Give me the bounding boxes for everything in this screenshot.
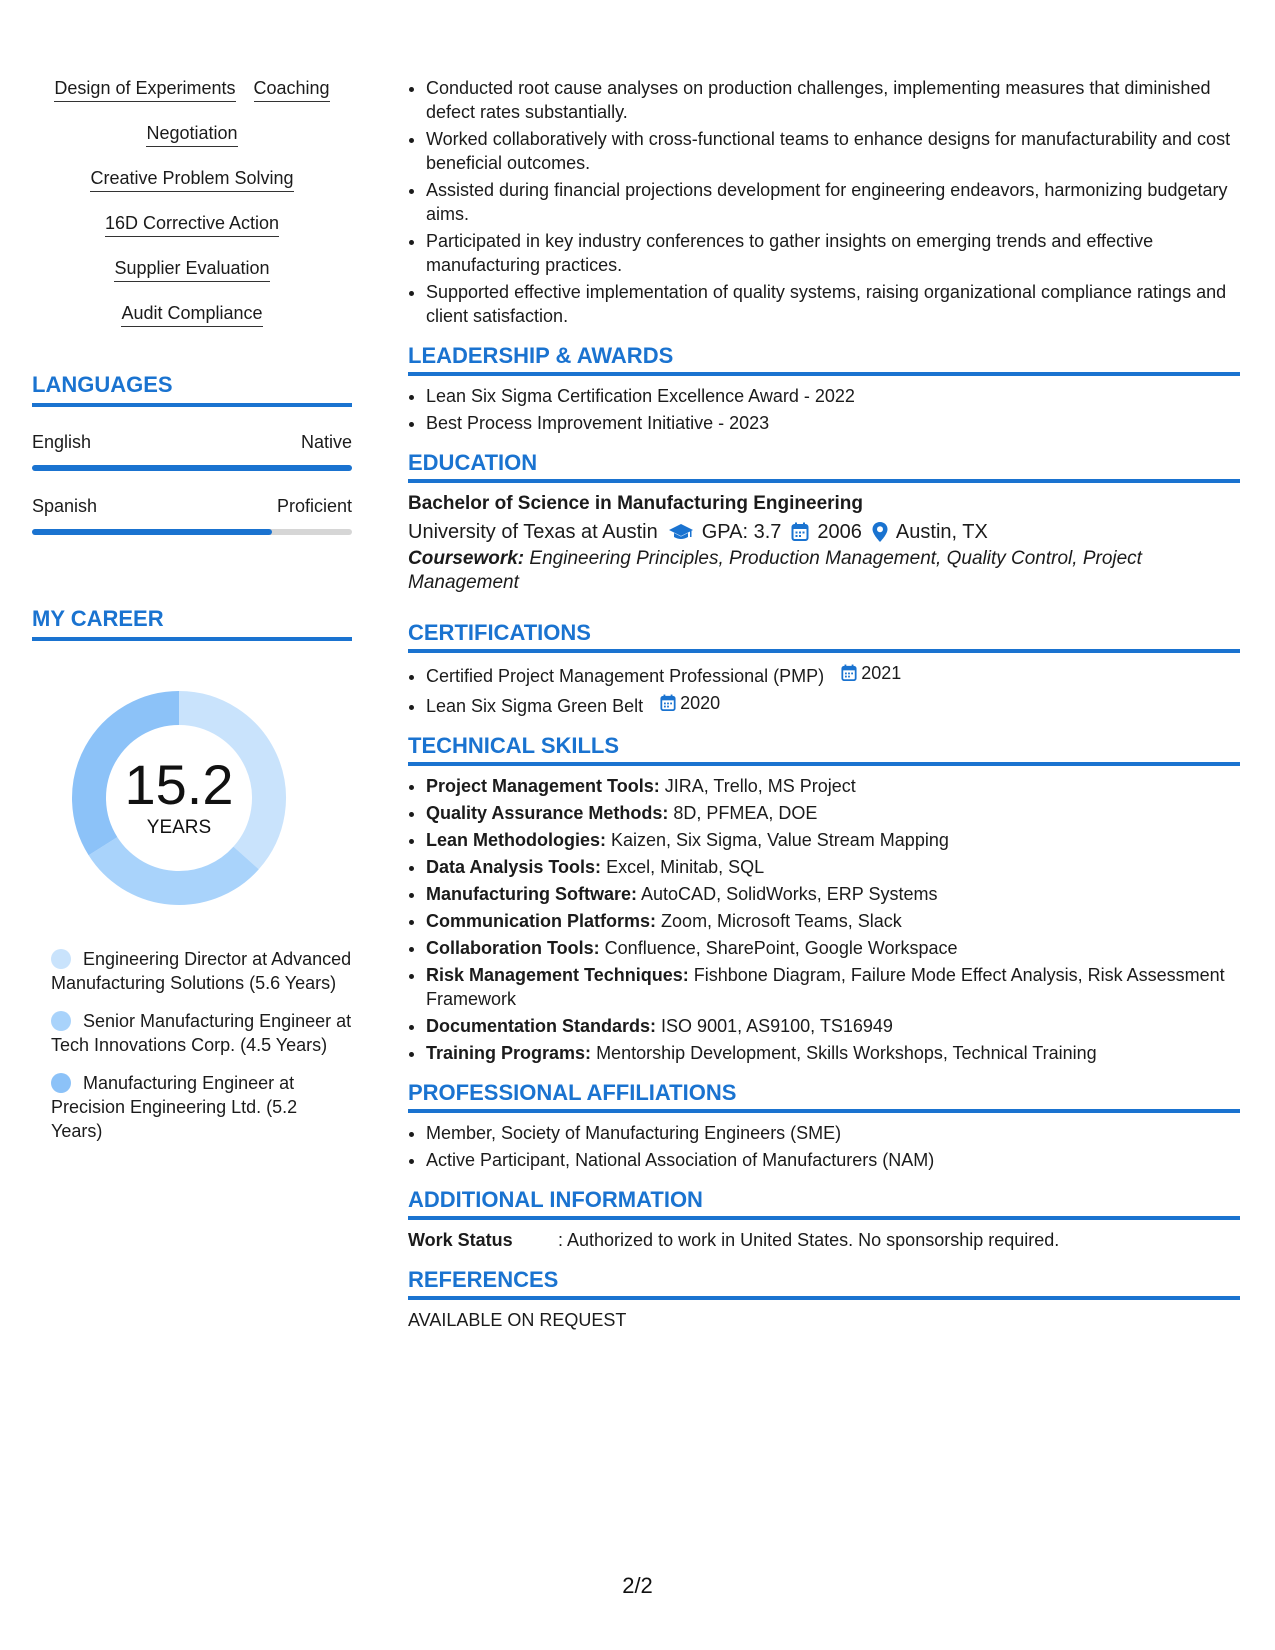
- technical-skill-value: ISO 9001, AS9100, TS16949: [661, 1016, 893, 1036]
- technical-skill-label: Training Programs:: [426, 1043, 592, 1063]
- affiliation-item: • Active Participant, National Association of Manufacturers (NAM): [426, 1148, 1240, 1172]
- education-coursework: [408, 547, 1240, 595]
- certifications-list: [408, 661, 1240, 718]
- coursework-text: Engineering Principles, Production Management, Quality Control, Project Management: [408, 548, 1142, 593]
- career-item: [32, 1071, 352, 1143]
- skill-row: [32, 211, 352, 237]
- technical-skill-label: Manufacturing Software:: [426, 884, 638, 904]
- language-bar: [32, 529, 352, 535]
- career-item-text: Senior Manufacturing Engineer at Tech Innovations Corp. (4.5 Years): [51, 1011, 352, 1055]
- work-status-value: : Authorized to work in United States. No sponsorship required.: [558, 1230, 1060, 1250]
- certification-item: [426, 661, 1240, 688]
- technical-skill-label: Communication Platforms:: [426, 911, 657, 931]
- technical-skill-item: [426, 936, 1240, 960]
- calendar-icon: [660, 694, 676, 712]
- languages-heading: LANGUAGES: [32, 371, 352, 407]
- references-text: AVAILABLE ON REQUEST: [408, 1310, 627, 1330]
- skill-row: [32, 121, 352, 147]
- skill-row: [32, 301, 352, 327]
- technical-skill-item: [426, 882, 1240, 906]
- technical-skill-value: Zoom, Microsoft Teams, Slack: [661, 911, 902, 931]
- technical-skill-item: [426, 801, 1240, 825]
- education-location: Austin, TX: [895, 521, 988, 543]
- career-legend: [32, 947, 352, 1143]
- education-details: [408, 517, 1240, 547]
- career-item-text: Manufacturing Engineer at Precision Engineering Ltd. (5.2 Years): [51, 1073, 298, 1141]
- education-heading: EDUCATION: [408, 449, 1240, 483]
- skill-tag: 16D Corrective Action: [105, 211, 279, 237]
- language-item: [32, 495, 352, 535]
- career-item: [32, 1009, 352, 1057]
- language-name: English: [32, 432, 92, 452]
- languages-section: [32, 371, 352, 535]
- career-section: [32, 605, 352, 1143]
- experience-bullets: [408, 76, 1240, 328]
- certifications-heading: CERTIFICATIONS: [408, 619, 1240, 653]
- technical-skills-list: [408, 774, 1240, 1065]
- technical-skill-value: Excel, Minitab, SQL: [606, 857, 765, 877]
- language-item: [32, 431, 352, 471]
- references-heading: REFERENCES: [408, 1266, 1240, 1300]
- technical-skill-label: Quality Assurance Methods:: [426, 803, 669, 823]
- career-unit: YEARS: [146, 817, 212, 838]
- certification-year: 2021: [861, 663, 902, 683]
- leadership-item: • Best Process Improvement Initiative - 2023: [426, 411, 1240, 435]
- technical-skill-item: [426, 774, 1240, 798]
- technical-skill-label: Risk Management Techniques:: [426, 965, 689, 985]
- skill-tag: Negotiation: [146, 121, 237, 147]
- experience-bullet: • Conducted root cause analyses on production challenges, implementing measures that diminished defect rates substantially.: [426, 76, 1240, 124]
- language-bar: [32, 465, 352, 471]
- certification-name: Certified Project Management Professional (PMP): [426, 666, 825, 686]
- coursework-label: Coursework:: [408, 548, 525, 569]
- affiliations-list: [408, 1121, 1240, 1172]
- education-degree: Bachelor of Science in Manufacturing Engineering: [408, 493, 864, 514]
- language-row: [32, 431, 352, 453]
- career-item: [32, 947, 352, 995]
- skill-tag: Coaching: [254, 76, 330, 102]
- sidebar: [32, 76, 352, 1157]
- certification-year: 2020: [680, 693, 721, 713]
- career-item-text: Engineering Director at Advanced Manufacturing Solutions (5.6 Years): [51, 949, 352, 993]
- technical-skill-value: JIRA, Trello, MS Project: [664, 776, 856, 796]
- work-status-row: [408, 1228, 1240, 1252]
- technical-skill-item: [426, 1014, 1240, 1038]
- additional-info-heading: ADDITIONAL INFORMATION: [408, 1186, 1240, 1220]
- education-gpa: GPA: 3.7: [701, 521, 782, 543]
- certification-name: Lean Six Sigma Green Belt: [426, 696, 644, 716]
- technical-skill-label: Collaboration Tools:: [426, 938, 600, 958]
- main-column: [408, 76, 1240, 1332]
- certification-date: [648, 691, 720, 715]
- work-status-label: Work Status: [408, 1230, 513, 1250]
- experience-bullet: • Supported effective implementation of quality systems, raising organizational compliance ratings and client satisfaction.: [426, 280, 1240, 328]
- calendar-icon: [791, 522, 809, 542]
- career-dot: [51, 949, 71, 969]
- technical-skill-item: [426, 1041, 1240, 1065]
- leadership-list: [408, 384, 1240, 435]
- career-heading: MY CAREER: [32, 605, 352, 641]
- experience-bullet: • Worked collaboratively with cross-functional teams to enhance designs for manufacturability and cost beneficial outcomes.: [426, 127, 1240, 175]
- career-donut: [66, 685, 292, 911]
- certification-date: [829, 661, 901, 685]
- technical-skill-value: Confluence, SharePoint, Google Workspace: [604, 938, 958, 958]
- calendar-icon: [841, 664, 857, 682]
- page-number: 2/2: [622, 1573, 653, 1598]
- education-school: University of Texas at Austin: [408, 521, 658, 543]
- skill-tag: Creative Problem Solving: [90, 166, 293, 192]
- affiliation-item: • Member, Society of Manufacturing Engineers (SME): [426, 1121, 1240, 1145]
- language-bar-fill: [32, 529, 272, 535]
- technical-skill-label: Data Analysis Tools:: [426, 857, 602, 877]
- technical-skill-label: Documentation Standards:: [426, 1016, 657, 1036]
- technical-skill-item: [426, 855, 1240, 879]
- technical-skill-label: Project Management Tools:: [426, 776, 660, 796]
- affiliations-heading: PROFESSIONAL AFFILIATIONS: [408, 1079, 1240, 1113]
- leadership-item: • Lean Six Sigma Certification Excellence Award - 2022: [426, 384, 1240, 408]
- language-name: Spanish: [32, 496, 98, 516]
- leadership-heading: LEADERSHIP & AWARDS: [408, 342, 1240, 376]
- skill-tag: Audit Compliance: [121, 301, 262, 327]
- technical-skill-label: Lean Methodologies:: [426, 830, 606, 850]
- skill-tag: Supplier Evaluation: [114, 256, 269, 282]
- experience-bullet: • Assisted during financial projections development for engineering endeavors, harmonizing budgetary aims.: [426, 178, 1240, 226]
- experience-bullet: • Participated in key industry conferences to gather insights on emerging trends and effective manufacturing practices.: [426, 229, 1240, 277]
- technical-skill-value: 8D, PFMEA, DOE: [673, 803, 818, 823]
- career-dot: [51, 1073, 71, 1093]
- technical-skill-value: Kaizen, Six Sigma, Value Stream Mapping: [611, 830, 949, 850]
- technical-skill-value: Mentorship Development, Skills Workshops, Technical Training: [596, 1043, 1097, 1063]
- skill-row: [32, 166, 352, 192]
- career-dot: [51, 1011, 71, 1031]
- technical-skill-item: [426, 828, 1240, 852]
- language-level: Native: [300, 432, 352, 452]
- certification-item: [426, 691, 1240, 718]
- career-donut-segment: [103, 846, 246, 888]
- technical-skill-item: [426, 963, 1240, 1011]
- technical-skills-heading: TECHNICAL SKILLS: [408, 732, 1240, 766]
- location-pin-icon: [872, 522, 888, 542]
- language-row: [32, 495, 352, 517]
- language-level: Proficient: [276, 496, 352, 516]
- education-year: 2006: [817, 521, 862, 543]
- skill-row: [32, 76, 352, 102]
- technical-skill-item: [426, 909, 1240, 933]
- skill-tag: Design of Experiments: [54, 76, 235, 102]
- technical-skill-value: Fishbone Diagram, Failure Mode Effect Analysis, Risk Assessment Framework: [426, 965, 1225, 1009]
- skill-row: [32, 256, 352, 282]
- skills-tags: [32, 76, 352, 327]
- career-total: 15.2: [124, 753, 234, 816]
- language-bar-fill: [32, 465, 352, 471]
- technical-skill-value: AutoCAD, SolidWorks, ERP Systems: [641, 884, 938, 904]
- graduation-cap-icon: [668, 523, 694, 541]
